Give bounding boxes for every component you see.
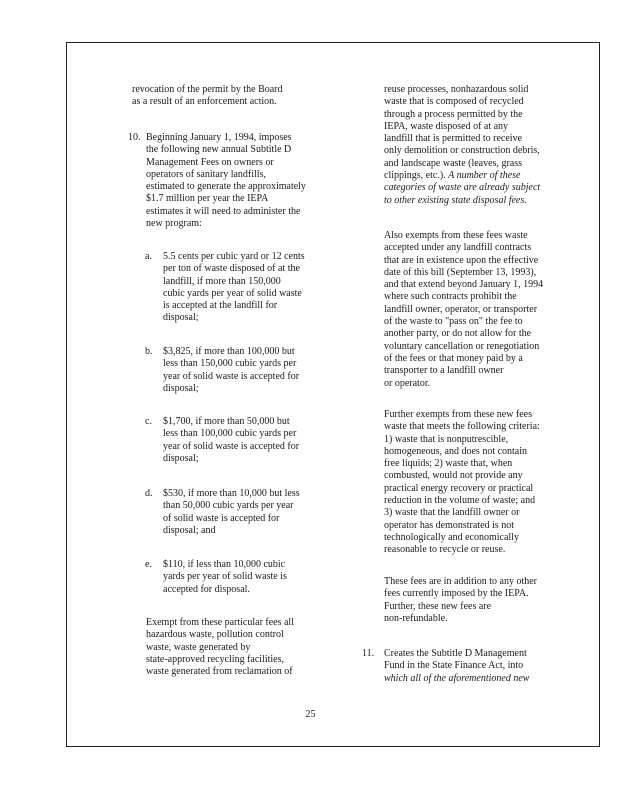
exempt-paragraph: Exempt from these particular fees all hazardous waste, pollution control waste, waste generated by state-approved recycling facilities, waste generated from reclamation of xyxy=(146,617,294,678)
subitem-a-letter: a. xyxy=(145,251,152,262)
item-10-number: 10. xyxy=(128,132,141,143)
item-11-number: 11. xyxy=(362,648,375,659)
subitem-b-text: $3,825, if more than 100,000 but less than 150,000 cubic yards per year of solid waste is accepted for disposal; xyxy=(163,346,300,394)
item-11-text: Creates the Subtitle D Management Fund in the State Finance Act, into which all of the aforementioned new xyxy=(384,648,530,684)
subitem-c-letter: c. xyxy=(145,416,152,427)
subitem-d-letter: d. xyxy=(145,488,153,499)
subitem-e-text: $110, if less than 10,000 cubic yards per year of solid waste is accepted for disposal. xyxy=(163,559,287,595)
subitem-e-letter: e. xyxy=(145,559,152,570)
right-block-1: reuse processes, nonhazardous solid waste that is composed of recycled through a process permitted by the IEPA, waste disposed of at any landfill that is permitted to receive only demolition or construction debris, and landscape waste (leaves, grass clippings, etc.). A number of these categories of waste are already subject to other existing state disposal fees. xyxy=(384,84,541,206)
subitem-d-text: $530, if more than 10,000 but less than 50,000 cubic yards per year of solid waste is accepted for disposal; and xyxy=(163,488,300,536)
subitem-b-letter: b. xyxy=(145,346,153,357)
page-number: 25 xyxy=(305,709,316,720)
right-block-4: These fees are in addition to any other fees currently imposed by the IEPA. Further, these new fees are non-refundable. xyxy=(384,576,537,624)
right-block-2: Also exempts from these fees waste accepted under any landfill contracts that are in existence upon the effective date of this bill (September 13, 1993), and that extend beyond January 1, 1994 where such contracts prohibit the landfill owner, operator, or transporter of the waste to "pass on" the fee to another party, or do not allow for the voluntary cancellation or renegotiation of the fees or that money paid by a transporter to a landfill owner or operator. xyxy=(384,230,544,389)
right-block-3: Further exempts from these new fees waste that meets the following criteria: 1) waste that is nonputrescible, homogeneous, and does not contain free liquids; 2) waste that, when combusted, would not provide any practical energy recovery or practical reduction in the volume of waste; and 3) waste that the landfill owner or operator has demonstrated is not technologically and economically reasonable to recycle or reuse. xyxy=(384,409,540,556)
subitem-a-text: 5.5 cents per cubic yard or 12 cents per ton of waste disposed of at the landfill, if more than 150,000 cubic yards per year of solid waste is accepted at the landfill for disposal; xyxy=(163,251,305,324)
lead-text: revocation of the permit by the Board as a result of an enforcement action. xyxy=(132,84,283,108)
subitem-c-text: $1,700, if more than 50,000 but less than 100,000 cubic yards per year of solid waste is accepted for disposal; xyxy=(163,416,300,464)
item-10-text: Beginning January 1, 1994, imposes the following new annual Subtitle D Management Fees on owners or operators of sanitary landfills, estimated to generate the approximately $1.7 million per year the IEPA estimates it will need to administer the new program: xyxy=(146,132,306,230)
